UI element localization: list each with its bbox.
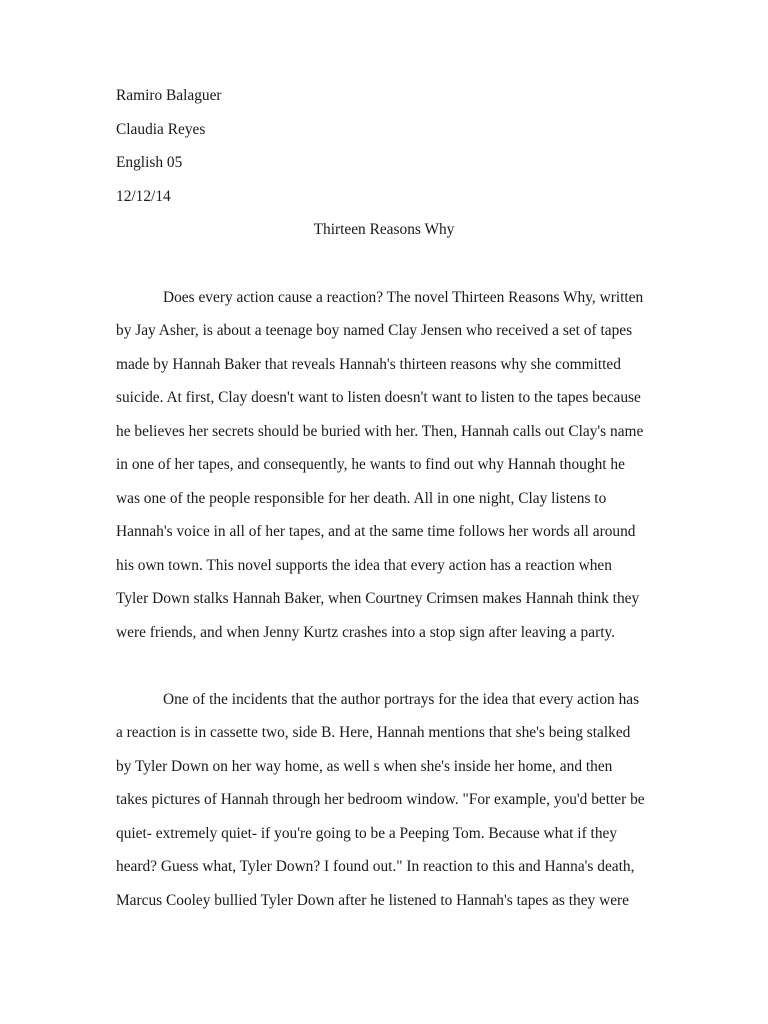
paragraph-line: heard? Guess what, Tyler Down? I found out." In reaction to this and Hanna's death, (116, 858, 635, 875)
paragraph-line: in one of her tapes, and consequently, he wants to find out why Hannah thought he (116, 456, 625, 473)
paragraph-line: quiet- extremely quiet- if you're going to be a Peeping Tom. Because what if they (116, 825, 618, 842)
paragraph-line: by Tyler Down on her way home, as well s when she's inside her home, and then (116, 758, 613, 775)
paragraph-line: his own town. This novel supports the idea that every action has a reaction when (116, 557, 612, 574)
paragraph-line: made by Hannah Baker that reveals Hannah's thirteen reasons why she committed (116, 356, 621, 373)
essay-date: 12/12/14 (116, 188, 171, 205)
paragraph-line: suicide. At first, Clay doesn't want to listen doesn't want to listen to the tapes because (116, 389, 641, 406)
paragraph-line: Hannah's voice in all of her tapes, and at the same time follows her words all around (116, 523, 636, 540)
paragraph-line: he believes her secrets should be buried with her. Then, Hannah calls out Clay's name (116, 423, 644, 440)
paragraph-line: takes pictures of Hannah through her bedroom window. "For example, you'd better be (116, 791, 645, 808)
teacher-name: Claudia Reyes (116, 121, 206, 138)
paragraph-line: was one of the people responsible for her death. All in one night, Clay listens to (116, 490, 607, 507)
paragraph-line: by Jay Asher, is about a teenage boy named Clay Jensen who received a set of tapes (116, 322, 633, 339)
paragraph-line: One of the incidents that the author portrays for the idea that every action has (163, 691, 640, 708)
student-name: Ramiro Balaguer (116, 87, 222, 104)
paragraph-line: Tyler Down stalks Hannah Baker, when Courtney Crimsen makes Hannah think they (116, 590, 640, 607)
essay-title: Thirteen Reasons Why (313, 221, 455, 238)
paragraph-line: a reaction is in cassette two, side B. Here, Hannah mentions that she's being stalked (116, 724, 631, 741)
paragraph-line: were friends, and when Jenny Kurtz crashes into a stop sign after leaving a party. (116, 624, 616, 641)
paragraph-line: Marcus Cooley bullied Tyler Down after he listened to Hannah's tapes as they were (116, 892, 630, 909)
paragraph-line: Does every action cause a reaction? The novel Thirteen Reasons Why, written (163, 289, 644, 306)
course-name: English 05 (116, 154, 183, 171)
